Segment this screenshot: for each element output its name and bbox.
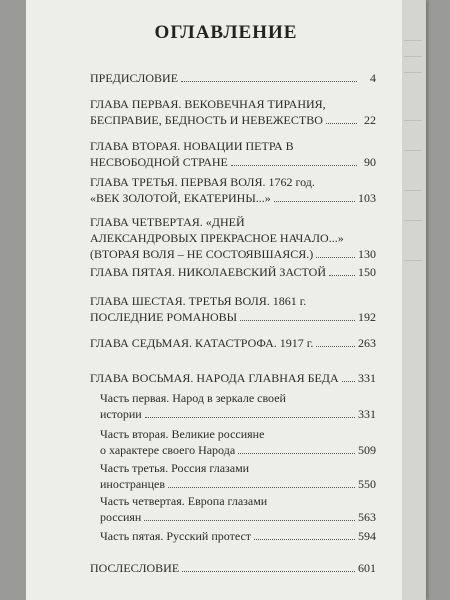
toc-entry-title-line: иностранцев [100,477,166,491]
toc-entry-title-line: ГЛАВА ПЯТАЯ. НИКОЛАЕВСКИЙ ЗАСТОЙ [90,265,326,279]
book-page [26,0,426,600]
page-title: ОГЛАВЛЕНИЕ [154,22,298,43]
dot-leader [144,510,355,521]
toc-page-number: 263 [358,336,376,350]
toc-entry [90,96,376,128]
dot-leader [316,247,355,258]
toc-entry [90,335,376,351]
toc-entry-title-line: ГЛАВА СЕДЬМАЯ. КАТАСТРОФА. 1917 г. [90,336,314,350]
toc-entry-title-line: россиян [100,510,142,524]
toc-entry-title-line: ПОСЛЕДНИЕ РОМАНОВЫ [90,310,238,324]
toc-entry-title-line: ГЛАВА ШЕСТАЯ. ТРЕТЬЯ ВОЛЯ. 1861 г. [90,294,307,308]
toc-page-number: 563 [358,510,376,524]
toc-entry-title-line: ПРЕДИСЛОВИЕ [90,71,179,85]
toc-entry-title-line: АЛЕКСАНДРОВЫХ ПРЕКРАСНОЕ НАЧАЛО...» [90,231,344,245]
toc-entry-title-line: ГЛАВА ВТОРАЯ. НОВАЦИИ ПЕТРА В [90,139,294,153]
toc-entry-title-line: о характере своего Народа [100,443,236,457]
toc-entry-title-line: истории [100,407,142,421]
toc-page-number: 130 [358,247,376,261]
toc-entry-title-line: БЕСПРАВИЕ, БЕДНОСТЬ И НЕВЕЖЕСТВО [90,113,323,127]
toc-entry-title-line: Часть третья. Россия глазами [100,461,250,475]
toc-page-number: 331 [358,407,376,421]
toc-entry [90,214,376,262]
toc-entry [100,390,376,422]
toc-entry-title-line: Часть первая. Народ в зеркале своей [100,391,286,405]
toc-page-number: 601 [358,561,376,575]
dot-leader [168,477,355,488]
toc-entry [90,560,376,576]
toc-entry-title-line: Часть вторая. Великие россияне [100,427,265,441]
toc-entry [100,528,376,544]
toc-page-number: 90 [364,155,376,169]
dot-leader [254,529,355,540]
toc-entry [90,293,376,325]
toc-page-number: 4 [370,71,376,85]
dot-leader [238,443,355,454]
toc-page-number: 22 [364,113,376,127]
toc-page-number: 103 [358,191,376,205]
toc-page-number: 150 [358,265,376,279]
toc-page-number: 550 [358,477,376,491]
toc-page-number: 509 [358,443,376,457]
toc-entry-title-line: ГЛАВА ПЕРВАЯ. ВЕКОВЕЧНАЯ ТИРАНИЯ, [90,97,326,111]
toc-entry [100,493,376,525]
toc-entry-title-line: ГЛАВА ТРЕТЬЯ. ПЕРВАЯ ВОЛЯ. 1762 год. [90,175,315,189]
toc-entry [90,138,376,170]
dot-leader [329,265,355,276]
toc-entry-title-line: Часть четвертая. Европа глазами [100,494,268,508]
dot-leader [326,113,357,124]
toc-entry-title-line: Часть пятая. Русский протест [100,529,252,543]
toc-entry-title-line: НЕСВОБОДНОЙ СТРАНЕ [90,155,228,169]
toc-entry-title-line: ГЛАВА ВОСЬМАЯ. НАРОДА ГЛАВНАЯ БЕДА [90,371,339,385]
toc-entry-title-line: ГЛАВА ЧЕТВЕРТАЯ. «ДНЕЙ [90,215,245,229]
toc-page-number: 192 [358,310,376,324]
toc-entry-title-line: (ВТОРАЯ ВОЛЯ – НЕ СОСТОЯВШАЯСЯ.) [90,247,314,261]
toc-page-number: 331 [358,371,376,385]
dot-leader [240,310,355,321]
dot-leader [181,71,357,82]
toc-entry [90,70,376,86]
dot-leader [145,407,355,418]
toc-entry [90,264,376,280]
dot-leader [231,155,357,166]
toc-entry [100,426,376,458]
toc-entry [100,460,376,492]
dot-leader [182,561,355,572]
dot-leader [316,336,355,347]
toc-page-number: 594 [358,529,376,543]
toc-entry-title-line: ПОСЛЕСЛОВИЕ [90,561,180,575]
next-page-edge [402,0,426,600]
toc-entry [90,174,376,206]
dot-leader [274,191,355,202]
dot-leader [342,371,355,382]
toc-entry [90,370,376,386]
toc-entry-title-line: «ВЕК ЗОЛОТОЙ, ЕКАТЕРИНЫ...» [90,191,271,205]
